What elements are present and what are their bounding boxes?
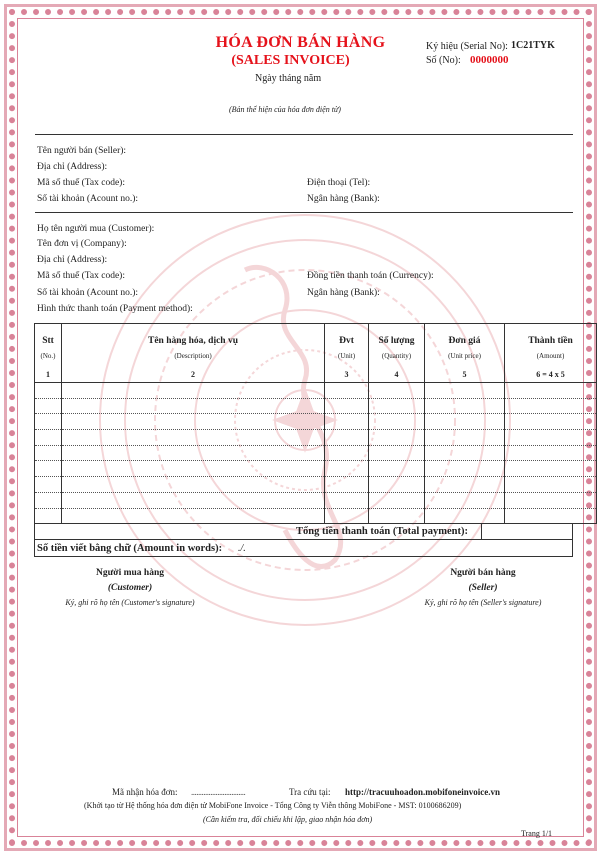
- buyer-company-field: Tên đơn vị (Company):: [37, 239, 127, 249]
- index-cell: 3: [325, 368, 369, 383]
- table-row: [35, 461, 597, 477]
- creator-note: (Khởi tạo từ Hệ thống hóa đơn điện tử MobiFone Invoice - Tổng Công ty Viễn thông MobiFone - MST: 0100686209): [84, 801, 462, 810]
- index-cell: 2: [62, 368, 325, 383]
- seller-signature-note: Ký, ghi rõ họ tên (Seller's signature): [424, 598, 542, 607]
- table-row: [35, 508, 597, 524]
- items-table: [34, 323, 597, 524]
- table-header-row: [35, 324, 597, 368]
- table-index-row: [35, 368, 597, 383]
- serial-value: 1C21TYK: [511, 40, 555, 51]
- lookup-site-label: Tra cứu tại:: [289, 787, 331, 797]
- seller-signature-title: Người bán hàng: [450, 568, 516, 578]
- index-cell: 1: [35, 368, 62, 383]
- invoice-number-label: Số (No):: [426, 55, 461, 66]
- total-payment-label: Tổng tiền thanh toán (Total payment):: [296, 526, 469, 537]
- amount-words-label: Số tiền viết bằng chữ (Amount in words):: [37, 543, 223, 554]
- col-amount: Thành tiền (Amount): [505, 324, 597, 368]
- col-quantity: Số lượng (Quantity): [369, 324, 425, 368]
- col-description: Tên hàng hóa, dịch vụ (Description): [62, 324, 325, 368]
- check-note: (Cần kiểm tra, đối chiếu khi lập, giao nhận hóa đơn): [203, 815, 373, 824]
- col-no: Stt (No.): [35, 324, 62, 368]
- seller-account-field: Số tài khoản (Acount no.):: [37, 194, 139, 204]
- buyer-name-field: Họ tên người mua (Customer):: [37, 224, 155, 234]
- page-number: Trang 1/1: [521, 829, 553, 838]
- lookup-code-label: Mã nhận hóa đơn:: [112, 787, 178, 797]
- buyer-signature-en: (Customer): [107, 583, 153, 593]
- table-row: [35, 477, 597, 493]
- table-row: [35, 492, 597, 508]
- date-line: Ngày tháng năm: [255, 73, 322, 84]
- divider: [35, 212, 573, 213]
- seller-phone-field: Điện thoại (Tel):: [307, 178, 371, 188]
- seller-address-field: Địa chỉ (Address):: [37, 162, 108, 172]
- buyer-currency-field: Đồng tiền thanh toán (Currency):: [307, 271, 434, 281]
- index-cell: 6 = 4 x 5: [505, 368, 597, 383]
- table-row: [35, 398, 597, 414]
- lookup-url-link[interactable]: http://tracuuhoadon.mobifoneinvoice.vn: [345, 787, 501, 797]
- payment-method-field: Hình thức thanh toán (Payment method):: [37, 304, 193, 314]
- buyer-tax-field: Mã số thuế (Tax code):: [37, 271, 125, 281]
- electronic-note: (Bản thể hiện của hóa đơn điện tử): [229, 105, 341, 114]
- table-row: [35, 414, 597, 430]
- table-row: [35, 445, 597, 461]
- seller-signature-en: (Seller): [468, 583, 498, 593]
- invoice-number-value: 0000000: [470, 54, 509, 66]
- table-row: [35, 430, 597, 446]
- invoice-title: HÓA ĐƠN BÁN HÀNG: [215, 34, 386, 51]
- index-cell: 4: [369, 368, 425, 383]
- col-unit: Đvt (Unit): [325, 324, 369, 368]
- buyer-signature-title: Người mua hàng: [96, 568, 164, 578]
- divider: [35, 134, 573, 135]
- buyer-address-field: Địa chỉ (Address):: [37, 255, 108, 265]
- buyer-bank-field: Ngân hàng (Bank):: [307, 288, 380, 298]
- seller-name-field: Tên người bán (Seller):: [37, 146, 127, 156]
- buyer-account-field: Số tài khoản (Acount no.):: [37, 288, 139, 298]
- invoice-title-en: (SALES INVOICE): [231, 53, 350, 68]
- seller-bank-field: Ngân hàng (Bank):: [307, 194, 380, 204]
- col-unit-price: Đơn giá (Unit price): [425, 324, 505, 368]
- index-cell: 5: [425, 368, 505, 383]
- buyer-signature-note: Ký, ghi rõ họ tên (Customer's signature): [65, 598, 195, 607]
- table-row: [35, 383, 597, 399]
- serial-label: Ký hiệu (Serial No):: [426, 41, 508, 52]
- lookup-code-value: ...............................: [191, 787, 246, 797]
- amount-words-value: ./.: [238, 543, 246, 554]
- seller-tax-field: Mã số thuế (Tax code):: [37, 178, 125, 188]
